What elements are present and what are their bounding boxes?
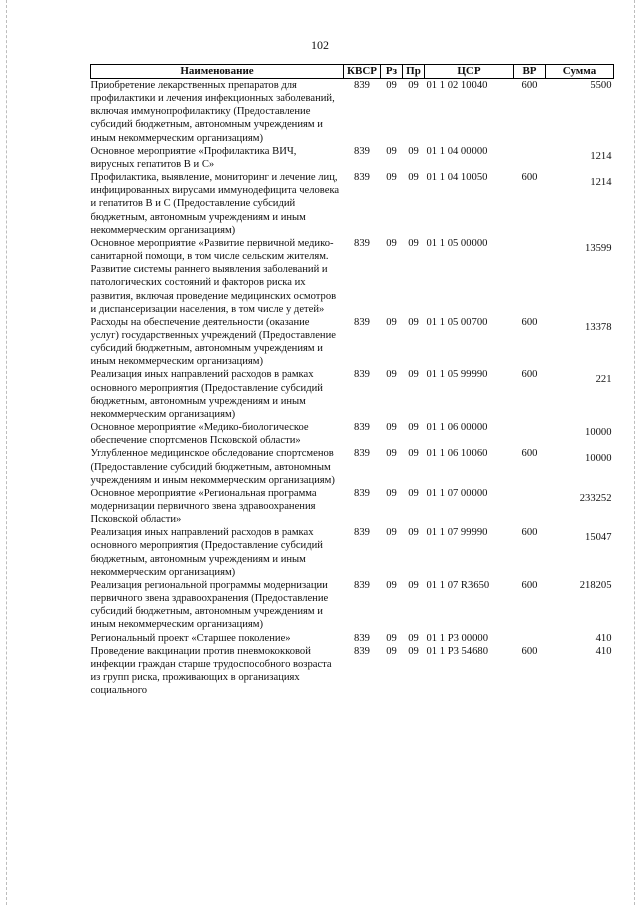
table-row [91, 421, 614, 447]
row-name-cell: Расходы на обеспечение деятельности (оказание услуг) государственных учреждений (Предоставление субсидий бюджетным, автономным учреждениям и иным некоммерческим организациям) [90, 316, 336, 368]
table-row [91, 171, 614, 237]
row-name-cell: Углубленное медицинское обследование спортсменов (Предоставление субсидий бюджетным, автономным учреждениям и иным некоммерческим организациям) [90, 448, 335, 486]
row-kvsr-cell: 839 [354, 579, 370, 591]
row-kvsr-cell: 839 [354, 632, 370, 644]
row-csr-cell: 01 1 05 00000 [426, 237, 488, 249]
column-header-sum: Сумма [546, 65, 614, 79]
row-csr-cell: 01 1 P3 00000 [426, 632, 489, 644]
row-csr-cell: 01 1 06 10060 [426, 448, 488, 460]
row-csr-cell: 01 1 06 00000 [426, 422, 488, 434]
row-vr-cell: 600 [521, 80, 538, 91]
scan-left-edge [6, 0, 8, 905]
row-vr-cell: 600 [521, 172, 538, 184]
row-kvsr-cell: 839 [354, 237, 370, 249]
row-sum-cell: 13378 [585, 321, 612, 333]
row-csr-cell: 01 1 P3 54680 [426, 645, 489, 657]
row-pr-cell: 09 [408, 80, 419, 91]
row-kvsr-cell: 839 [354, 527, 370, 539]
row-vr-cell: 600 [521, 527, 538, 539]
row-rz-cell: 09 [386, 487, 397, 499]
row-rz-cell: 09 [386, 145, 397, 157]
column-header-pr: Пр [403, 65, 425, 79]
row-name-cell: Основное мероприятие «Развитие первичной медико-санитарной помощи, в том числе сельским жителям. Развитие системы раннего выявления заболеваний и патологических состояний и факторов риска их развития, включая проведение медицинских осмотров и диспансеризации населения, в том числе у детей» [90, 237, 337, 315]
row-vr-cell: 600 [521, 448, 538, 460]
row-pr-cell: 09 [408, 487, 419, 499]
row-vr-cell [514, 632, 546, 645]
row-pr-cell: 09 [408, 237, 419, 249]
table-row [91, 632, 614, 645]
row-vr-cell [514, 145, 546, 171]
row-sum-cell: 410 [595, 645, 612, 657]
row-name-cell: Основное мероприятие «Медико-биологическое обеспечение спортсменов Псковской области» [90, 422, 309, 447]
page-number: 102 [311, 38, 329, 52]
row-name-cell: Реализация иных направлений расходов в рамках основного мероприятия (Предоставление субсидий бюджетным, автономным учреждениям и иным некоммерческим организациям) [90, 527, 323, 578]
row-pr-cell: 09 [408, 645, 419, 657]
row-sum-cell: 1214 [590, 177, 612, 189]
row-vr-cell [514, 237, 546, 316]
row-pr-cell: 09 [408, 527, 419, 539]
row-vr-cell [514, 487, 546, 526]
column-header-rz: Рз [381, 65, 403, 79]
row-csr-cell: 01 1 02 10040 [426, 80, 488, 91]
column-header-vr: ВР [514, 65, 546, 79]
row-name-cell: Реализация иных направлений расходов в рамках основного мероприятия (Предоставление субсидий бюджетным, автономным учреждениям и иным некоммерческим организациям) [90, 369, 323, 420]
row-sum-cell: 221 [595, 374, 612, 386]
row-name-cell: Профилактика, выявление, мониторинг и лечение лиц, инфицированных вирусами иммунодефицита человека и гепатитов В и С (Предоставление субсидий бюджетным, автономным учреждениям и иным некоммерческим организациям) [90, 172, 340, 236]
row-pr-cell: 09 [408, 579, 419, 591]
row-kvsr-cell: 839 [354, 645, 370, 657]
table-row [91, 368, 614, 421]
row-rz-cell: 09 [386, 237, 397, 249]
row-pr-cell: 09 [408, 145, 419, 157]
row-kvsr-cell: 839 [354, 487, 370, 499]
row-kvsr-cell: 839 [354, 172, 370, 184]
column-header-kvsr: КВСР [344, 65, 381, 79]
table-row [91, 579, 614, 632]
row-kvsr-cell: 839 [354, 145, 370, 157]
row-csr-cell: 01 1 04 00000 [426, 145, 488, 157]
row-pr-cell: 09 [408, 369, 419, 381]
row-rz-cell: 09 [386, 316, 397, 328]
row-pr-cell: 09 [408, 632, 419, 644]
row-rz-cell: 09 [386, 448, 397, 460]
budget-table [90, 64, 614, 697]
row-vr-cell: 600 [521, 369, 538, 381]
row-kvsr-cell: 839 [354, 369, 370, 381]
row-pr-cell: 09 [408, 422, 419, 434]
row-rz-cell: 09 [386, 369, 397, 381]
row-kvsr-cell: 839 [354, 422, 370, 434]
column-header-name: Наименование [91, 65, 344, 79]
row-rz-cell: 09 [386, 172, 397, 184]
row-csr-cell: 01 1 07 00000 [426, 487, 488, 499]
row-vr-cell: 600 [521, 579, 538, 591]
row-sum-cell: 13599 [585, 242, 612, 254]
row-vr-cell [514, 421, 546, 447]
row-rz-cell: 09 [386, 80, 397, 91]
table-header-row [91, 65, 614, 79]
row-vr-cell: 600 [521, 316, 538, 328]
row-csr-cell: 01 1 07 R3650 [426, 579, 490, 591]
scan-right-edge [634, 0, 636, 905]
table-row [91, 487, 614, 526]
table-row [91, 145, 614, 171]
table-row [91, 237, 614, 316]
row-rz-cell: 09 [386, 422, 397, 434]
row-rz-cell: 09 [386, 579, 397, 591]
row-name-cell: Проведение вакцинации против пневмококковой инфекции граждан старше трудоспособного возраста из групп риска, проживающих в организациях социального [90, 645, 332, 697]
row-name-cell: Основное мероприятие «Профилактика ВИЧ, вирусных гепатитов В и С» [90, 145, 297, 170]
row-sum-cell: 233252 [579, 492, 612, 504]
row-pr-cell: 09 [408, 448, 419, 460]
row-sum-cell: 15047 [585, 532, 612, 544]
row-name-cell: Основное мероприятие «Региональная программа модернизации первичного звена здравоохранения Псковской области» [90, 487, 317, 526]
table-row [91, 447, 614, 486]
row-pr-cell: 09 [408, 172, 419, 184]
row-rz-cell: 09 [386, 645, 397, 657]
budget-table-body [91, 79, 614, 698]
row-sum-cell: 410 [595, 632, 612, 644]
row-rz-cell: 09 [386, 632, 397, 644]
row-csr-cell: 01 1 05 99990 [426, 369, 488, 381]
row-kvsr-cell: 839 [354, 316, 370, 328]
row-sum-cell: 5500 [590, 80, 612, 91]
row-name-cell: Региональный проект «Старшее поколение» [90, 632, 291, 644]
table-row [91, 526, 614, 579]
row-kvsr-cell: 839 [354, 80, 370, 91]
table-row [91, 316, 614, 369]
row-sum-cell: 10000 [585, 453, 612, 465]
row-sum-cell: 218205 [579, 579, 612, 591]
table-row [91, 645, 614, 698]
row-csr-cell: 01 1 04 10050 [426, 172, 488, 184]
row-name-cell: Приобретение лекарственных препаратов для профилактики и лечения инфекционных заболеваний, включая иммунопрофилактику (Предоставление субсидий бюджетным, автономным учреждениям и иным некоммерческим организациям) [90, 80, 335, 144]
row-csr-cell: 01 1 05 00700 [426, 316, 488, 328]
table-row [91, 79, 614, 145]
column-header-csr: ЦСР [425, 65, 514, 79]
row-csr-cell: 01 1 07 99990 [426, 527, 488, 539]
row-kvsr-cell: 839 [354, 448, 370, 460]
row-rz-cell: 09 [386, 527, 397, 539]
row-pr-cell: 09 [408, 316, 419, 328]
row-name-cell: Реализация региональной программы модернизации первичного звена здравоохранения (Предоставление субсидий бюджетным, автономным учреждениям и иным некоммерческим организациям) [90, 579, 329, 631]
row-sum-cell: 10000 [585, 427, 612, 439]
row-sum-cell: 1214 [590, 150, 612, 162]
row-vr-cell: 600 [521, 645, 538, 657]
